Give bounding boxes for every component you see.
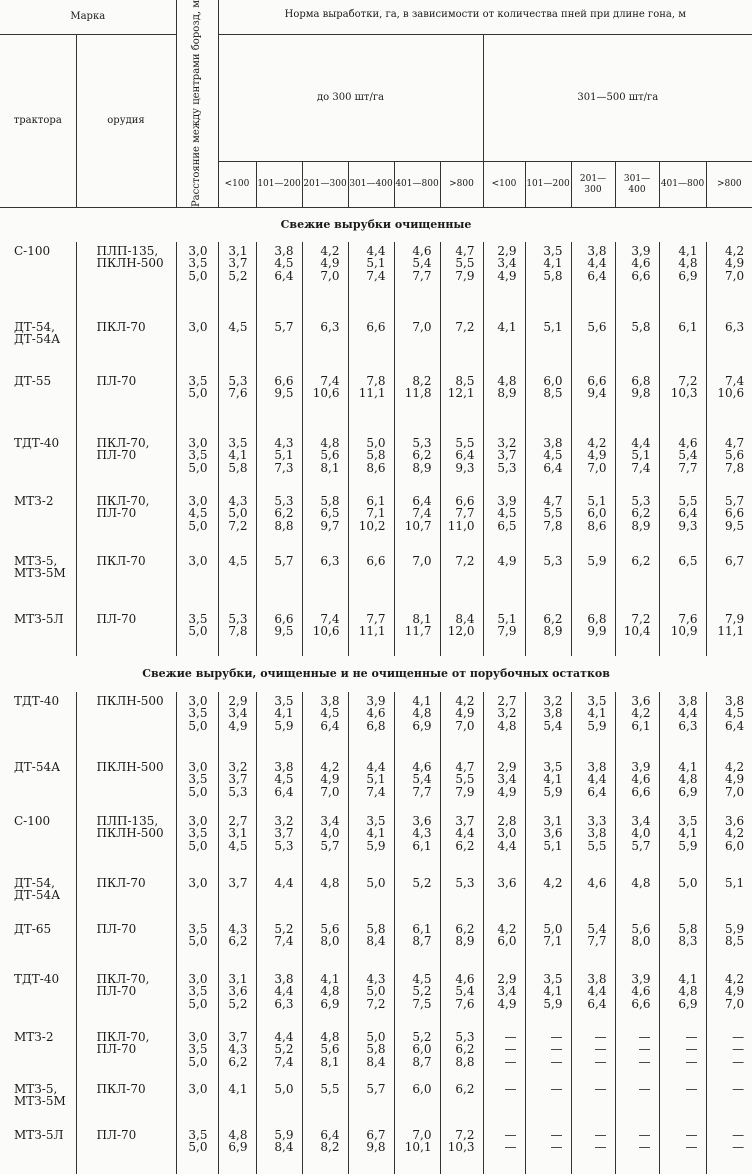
length-col-1-5: 401—800 [394,162,440,208]
norm-value-cell: 7,8 11,1 [348,372,394,434]
norm-value-cell: — — — [571,1028,615,1080]
norm-value-cell: 2,7 3,2 4,8 [483,692,525,758]
tractor-cell: ДТ-65 [14,921,52,936]
norm-value-cell: 5,4 7,7 [571,920,615,970]
tractor-cell: ДТ-54А [14,759,61,774]
distance-cell: 3,0 3,5 5,0 [176,970,218,1028]
norm-value-cell: 8,2 11,8 [394,372,440,434]
implement-cell: ПКЛ-70 [76,874,176,920]
norm-value-cell: 3,6 4,3 6,1 [394,812,440,874]
table-row [0,758,752,812]
norm-value-cell: 6,2 8,9 [525,610,571,656]
norm-value-cell: 6,6 7,7 11,0 [440,492,483,552]
norm-value-cell: 7,0 10,1 [394,1126,440,1174]
tractor-cell: ДТ-54, ДТ-54А [14,875,61,903]
distance-cell: 3,5 5,0 [176,1126,218,1174]
implement-cell: ПКЛ-70 [76,552,176,610]
norm-value-cell: — — — [525,1028,571,1080]
norm-value-cell: 4,4 5,1 7,4 [615,434,659,492]
implement-cell: ПКЛ-70, ПЛ-70 [76,434,176,492]
norm-value-cell: 2,7 3,1 4,5 [218,812,256,874]
norm-value-cell: 4,1 4,8 6,9 [394,692,440,758]
norm-value-cell: 5,0 5,8 8,6 [348,434,394,492]
norm-value-cell: 4,2 4,9 7,0 [302,758,348,812]
norm-value-cell: 5,5 6,4 9,3 [659,492,706,552]
table-row [0,874,752,920]
distance-cell: 3,0 3,5 5,0 [176,434,218,492]
implement-cell: ПЛП-135, ПКЛН-500 [76,812,176,874]
norm-value-cell: 6,1 [659,318,706,372]
norm-value-cell: 7,0 [394,552,440,610]
norm-value-cell: 4,7 5,6 7,8 [706,434,752,492]
norm-value-cell: 5,3 7,8 [218,610,256,656]
norm-value-cell: — [525,1080,571,1126]
norm-value-cell: 4,1 4,8 6,9 [659,970,706,1028]
length-col-1-4: 301—400 [348,162,394,208]
norm-value-cell: 6,5 [659,552,706,610]
tractor-cell: С-100 [14,243,51,258]
norm-value-cell: 6,2 8,9 [440,920,483,970]
table-row [0,812,752,874]
table-row [0,372,752,434]
distance-cell: 3,0 3,5 5,0 [176,1028,218,1080]
norm-value-cell: 4,6 5,4 7,7 [394,758,440,812]
implement-header: орудия [76,34,176,208]
norm-value-cell: 3,5 4,1 5,8 [525,242,571,318]
norm-value-cell: 4,7 5,5 7,8 [525,492,571,552]
norm-value-cell: 3,7 4,4 6,2 [440,812,483,874]
norm-value-cell: 5,3 6,2 8,8 [256,492,302,552]
norm-value-cell: 5,3 [525,552,571,610]
length-col-2-6: >800 [706,162,752,208]
distance-header: Расстояние между центрами борозд, м [176,0,218,208]
norm-value-cell: — — — [706,1028,752,1080]
implement-cell: ПКЛ-70, ПЛ-70 [76,1028,176,1080]
norm-value-cell: 5,2 6,0 8,7 [394,1028,440,1080]
norm-value-cell: 6,3 [302,552,348,610]
implement-cell: ПЛ-70 [76,920,176,970]
norm-value-cell: 2,9 3,4 4,9 [483,242,525,318]
norm-value-cell: 4,9 [483,552,525,610]
norm-value-cell: 3,6 [483,874,525,920]
norm-value-cell: 5,0 [348,874,394,920]
norm-value-cell: — — — [615,1028,659,1080]
table-row [0,318,752,372]
norm-value-cell: 4,8 5,6 8,1 [302,434,348,492]
norm-value-cell: 7,6 10,9 [659,610,706,656]
group-header-up-to-300: до 300 шт/га [218,34,483,162]
norm-value-cell: 5,0 [256,1080,302,1126]
norm-value-cell: 3,2 3,7 5,3 [483,434,525,492]
norm-value-cell: 7,4 10,6 [302,372,348,434]
norm-value-cell: 3,3 3,8 5,5 [571,812,615,874]
norm-value-cell: 5,9 [571,552,615,610]
norm-value-cell: — — [571,1126,615,1174]
norm-value-cell: 8,1 11,7 [394,610,440,656]
norm-value-cell: 4,2 6,0 [483,920,525,970]
tractor-cell: ДТ-55 [14,373,52,388]
norm-value-cell: 7,4 10,6 [706,372,752,434]
tractor-cell: МТЗ-5, МТЗ-5М [14,553,66,581]
tractor-cell: МТЗ-5Л [14,611,64,626]
length-col-2-5: 401—800 [659,162,706,208]
norm-value-cell: 6,0 8,5 [525,372,571,434]
norm-value-cell: 3,8 4,4 6,4 [571,970,615,1028]
table-header [0,0,752,208]
norm-value-cell: 5,8 6,5 9,7 [302,492,348,552]
tractor-cell: МТЗ-2 [14,493,54,508]
table-row [0,242,752,318]
implement-cell: ПКЛН-500 [76,758,176,812]
length-col-1-6: >800 [440,162,483,208]
norm-value-cell: — [615,1080,659,1126]
tractor-cell: МТЗ-5Л [14,1127,64,1142]
distance-cell: 3,0 [176,318,218,372]
norm-value-cell: 5,0 7,1 [525,920,571,970]
norm-value-cell: 5,2 7,4 [256,920,302,970]
distance-cell: 3,5 5,0 [176,920,218,970]
norm-value-cell: 3,9 4,6 6,6 [615,970,659,1028]
norm-value-cell: 3,8 4,5 6,4 [302,692,348,758]
implement-cell: ПКЛН-500 [76,692,176,758]
norm-value-cell: 6,0 [394,1080,440,1126]
norm-value-cell: — — — [659,1028,706,1080]
norm-value-cell: 8,5 12,1 [440,372,483,434]
norm-value-cell: 6,6 9,5 [256,610,302,656]
norm-value-cell: 3,8 4,5 6,4 [525,434,571,492]
table-row [0,920,752,970]
norm-value-cell: 5,5 [302,1080,348,1126]
distance-cell: 3,0 [176,1080,218,1126]
implement-cell: ПЛ-70 [76,1126,176,1174]
distance-cell: 3,0 [176,552,218,610]
norm-value-cell: 8,4 12,0 [440,610,483,656]
norm-value-cell: 3,2 3,7 5,3 [256,812,302,874]
distance-cell: 3,5 5,0 [176,372,218,434]
norm-value-cell: — [483,1080,525,1126]
norm-value-cell: 3,8 4,5 6,4 [256,242,302,318]
length-col-2-1: <100 [483,162,525,208]
norm-value-cell: 2,9 3,4 4,9 [483,758,525,812]
norm-value-cell: 3,8 4,4 6,4 [571,758,615,812]
norm-value-cell: 4,8 [615,874,659,920]
norm-value-cell: 4,2 4,9 7,0 [706,758,752,812]
norm-value-cell: 3,4 4,0 5,7 [615,812,659,874]
norm-value-cell: 4,6 5,4 7,6 [440,970,483,1028]
norm-value-cell: 4,8 8,9 [483,372,525,434]
norm-value-cell: 3,5 4,1 5,9 [571,692,615,758]
norm-value-cell: 6,2 [615,552,659,610]
tractor-cell: ТДТ-40 [14,971,60,986]
section-title: Свежие вырубки очищенные [280,218,472,232]
implement-cell: ПКЛ-70, ПЛ-70 [76,492,176,552]
norm-value-cell: 4,3 6,2 [218,920,256,970]
norm-value-cell: — — [706,1126,752,1174]
norm-value-cell: 4,5 [218,318,256,372]
norm-value-cell: 2,8 3,0 4,4 [483,812,525,874]
norm-value-cell: 6,6 9,5 [256,372,302,434]
norm-value-cell: 4,4 [256,874,302,920]
length-col-1-1: <100 [218,162,256,208]
norm-value-cell: 4,4 5,1 7,4 [348,758,394,812]
norm-value-cell: 3,2 3,8 5,4 [525,692,571,758]
norm-value-cell: 5,5 6,4 9,3 [440,434,483,492]
norm-value-cell: 3,5 4,1 5,9 [348,812,394,874]
norm-value-cell: 2,9 3,4 4,9 [218,692,256,758]
norm-value-cell: 3,8 4,4 6,3 [256,970,302,1028]
norm-value-cell: 7,2 [440,318,483,372]
norm-value-cell: 5,8 8,3 [659,920,706,970]
norm-value-cell: 4,6 [571,874,615,920]
norm-value-cell: 4,1 [218,1080,256,1126]
table-row [0,492,752,552]
norm-value-cell: 4,2 4,9 7,0 [302,242,348,318]
norm-value-cell: 3,1 3,7 5,2 [218,242,256,318]
norm-value-cell: 4,8 [302,874,348,920]
tractor-cell: ТДТ-40 [14,693,60,708]
norm-value-cell: 3,9 4,6 6,6 [615,242,659,318]
tractor-cell: С-100 [14,813,51,828]
norm-value-cell: 3,5 4,1 5,8 [218,434,256,492]
distance-cell: 3,0 3,5 5,0 [176,758,218,812]
norm-value-cell: 5,1 6,0 8,6 [571,492,615,552]
norm-value-cell: 5,7 [256,318,302,372]
norm-value-cell: 3,5 4,1 5,9 [525,758,571,812]
norm-value-cell: 3,7 4,3 6,2 [218,1028,256,1080]
norm-value-cell: 5,6 8,0 [615,920,659,970]
norm-value-cell: 5,9 8,4 [256,1126,302,1174]
norm-value-cell: 4,4 5,1 7,4 [348,242,394,318]
tractor-cell: МТЗ-2 [14,1029,54,1044]
norm-value-cell: 7,2 10,3 [659,372,706,434]
table-row [0,970,752,1028]
table-row [0,1028,752,1080]
norm-value-cell: 6,6 [348,318,394,372]
norm-value-cell: — — — [483,1028,525,1080]
norm-value-cell: 4,5 5,2 7,5 [394,970,440,1028]
norm-value-cell: 3,5 4,1 5,9 [525,970,571,1028]
distance-cell: 3,0 3,5 5,0 [176,242,218,318]
norm-title: Норма выработки, га, в зависимости от количества пней при длине гона, м [218,0,752,34]
distance-cell: 3,0 3,5 5,0 [176,812,218,874]
norm-value-cell: 6,2 [440,1080,483,1126]
table-row [0,1080,752,1126]
norm-value-cell: 5,3 6,2 8,8 [440,1028,483,1080]
norm-value-cell: 6,7 9,8 [348,1126,394,1174]
norm-value-cell: — — [483,1126,525,1174]
norm-value-cell: 7,2 [440,552,483,610]
norm-value-cell: 4,1 4,8 6,9 [659,242,706,318]
norm-value-cell: 7,2 10,4 [615,610,659,656]
norm-value-cell: 3,6 4,2 6,0 [706,812,752,874]
norm-value-cell: 7,4 10,6 [302,610,348,656]
norm-value-cell: 4,1 4,8 6,9 [659,758,706,812]
distance-cell: 3,0 4,5 5,0 [176,492,218,552]
norm-value-cell: 4,8 6,9 [218,1126,256,1174]
norm-value-cell: 4,6 5,4 7,7 [394,242,440,318]
table-row [0,1126,752,1174]
norm-value-cell: 3,2 3,7 5,3 [218,758,256,812]
norm-value-cell: 3,5 4,1 5,9 [256,692,302,758]
norm-value-cell: 5,6 8,0 [302,920,348,970]
table-row [0,692,752,758]
norm-value-cell: 4,2 [525,874,571,920]
implement-cell: ПКЛ-70 [76,318,176,372]
norm-value-cell: 3,9 4,6 6,6 [615,758,659,812]
norm-value-cell: — — [525,1126,571,1174]
norm-value-cell: 4,3 5,0 7,2 [218,492,256,552]
table-body [0,208,752,1174]
norm-value-cell: 5,2 [394,874,440,920]
tractor-cell: МТЗ-5, МТЗ-5М [14,1081,66,1109]
norm-value-cell: 5,7 [348,1080,394,1126]
norm-value-cell: 4,4 5,2 7,4 [256,1028,302,1080]
norm-value-cell: 7,0 [394,318,440,372]
norm-value-cell: 4,2 4,9 7,0 [706,242,752,318]
norm-value-cell: 6,4 8,2 [302,1126,348,1174]
norm-value-cell: 3,1 3,6 5,2 [218,970,256,1028]
norm-value-cell: 4,5 [218,552,256,610]
norm-value-cell: 3,8 4,5 6,4 [256,758,302,812]
distance-cell: 3,5 5,0 [176,610,218,656]
norm-value-cell: 6,6 9,4 [571,372,615,434]
norm-value-cell: — [571,1080,615,1126]
norm-value-cell: 2,9 3,4 4,9 [483,970,525,1028]
implement-cell: ПКЛ-70, ПЛ-70 [76,970,176,1028]
norm-value-cell: 5,8 8,4 [348,920,394,970]
norm-value-cell: 6,7 [706,552,752,610]
norm-value-cell: 3,9 4,6 6,8 [348,692,394,758]
length-col-1-3: 201—300 [302,162,348,208]
brand-header: Марка [0,0,176,34]
table-row [0,552,752,610]
norm-value-cell: 5,3 6,2 8,9 [615,492,659,552]
implement-cell: ПКЛ-70 [76,1080,176,1126]
norm-value-cell: 3,7 [218,874,256,920]
norm-value-cell: 3,8 4,4 6,4 [571,242,615,318]
norm-value-cell: — — [615,1126,659,1174]
norm-value-cell: 3,5 4,1 5,9 [659,812,706,874]
norm-value-cell: 5,3 7,6 [218,372,256,434]
norm-value-cell: 6,3 [302,318,348,372]
norm-value-cell: 6,1 8,7 [394,920,440,970]
norm-value-cell: 5,6 [571,318,615,372]
norm-value-cell: 3,6 4,2 6,1 [615,692,659,758]
norm-value-cell: 4,3 5,0 7,2 [348,970,394,1028]
implement-cell: ПЛ-70 [76,372,176,434]
norm-value-cell: 5,7 6,6 9,5 [706,492,752,552]
norm-value-cell: 4,2 4,9 7,0 [440,692,483,758]
norm-value-cell: 4,2 4,9 7,0 [571,434,615,492]
norm-value-cell: 5,7 [256,552,302,610]
length-col-2-3: 201—300 [571,162,615,208]
norm-value-cell: 7,2 10,3 [440,1126,483,1174]
norm-value-cell: 4,2 4,9 7,0 [706,970,752,1028]
implement-cell: ПЛ-70 [76,610,176,656]
norm-value-cell: 6,4 7,4 10,7 [394,492,440,552]
norm-value-cell: 5,0 5,8 8,4 [348,1028,394,1080]
norm-value-cell: — [706,1080,752,1126]
norm-value-cell: 3,9 4,5 6,5 [483,492,525,552]
norm-value-cell: — [659,1080,706,1126]
table-row [0,610,752,656]
norm-value-cell: 7,7 11,1 [348,610,394,656]
tractor-cell: ТДТ-40 [14,435,60,450]
norm-value-cell: 4,7 5,5 7,9 [440,758,483,812]
norm-value-cell: 6,3 [706,318,752,372]
norm-value-cell: 3,8 4,4 6,3 [659,692,706,758]
norm-value-cell: 5,0 [659,874,706,920]
section-title: Свежие вырубки, очищенные и не очищенные от порубочных остатков [142,667,610,681]
norm-value-cell: 5,3 [440,874,483,920]
length-col-1-2: 101—200 [256,162,302,208]
norm-value-cell: 3,4 4,0 5,7 [302,812,348,874]
table-row [0,434,752,492]
tractor-cell: ДТ-54, ДТ-54А [14,319,61,347]
distance-cell: 3,0 3,5 5,0 [176,692,218,758]
norm-value-cell: 6,1 7,1 10,2 [348,492,394,552]
norm-value-cell: 7,9 11,1 [706,610,752,656]
norm-value-cell: 4,3 5,1 7,3 [256,434,302,492]
norm-value-cell: 6,8 9,8 [615,372,659,434]
norm-value-cell: 5,8 [615,318,659,372]
norm-value-cell: 4,1 4,8 6,9 [302,970,348,1028]
norm-value-cell: 5,3 6,2 8,9 [394,434,440,492]
norm-value-cell: 3,8 4,5 6,4 [706,692,752,758]
norm-value-cell: 5,1 [525,318,571,372]
tractor-header: трактора [0,34,76,208]
norm-value-cell: 6,8 9,9 [571,610,615,656]
norm-value-cell: 5,9 8,5 [706,920,752,970]
implement-cell: ПЛП-135, ПКЛН-500 [76,242,176,318]
norm-value-cell: 5,1 [706,874,752,920]
norm-value-cell: 6,6 [348,552,394,610]
distance-cell: 3,0 [176,874,218,920]
norm-value-cell: 3,1 3,6 5,1 [525,812,571,874]
norm-value-cell: 5,1 7,9 [483,610,525,656]
norm-value-cell: 4,6 5,4 7,7 [659,434,706,492]
group-header-301-500: 301—500 шт/га [483,34,752,162]
norm-value-cell: 4,7 5,5 7,9 [440,242,483,318]
norm-value-cell: 4,1 [483,318,525,372]
norm-value-cell: — — [659,1126,706,1174]
norm-value-cell: 4,8 5,6 8,1 [302,1028,348,1080]
length-col-2-2: 101—200 [525,162,571,208]
length-col-2-4: 301—400 [615,162,659,208]
